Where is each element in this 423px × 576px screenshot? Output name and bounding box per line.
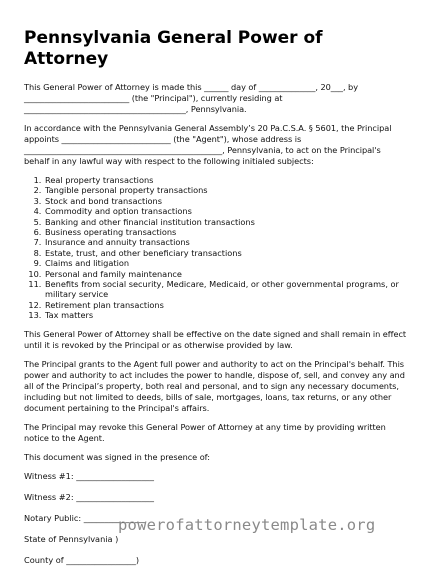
list-item: 2. Tangible personal property transactions bbox=[44, 185, 408, 195]
witness-1-line: Witness #1: ___________________ bbox=[24, 470, 154, 481]
county-line: County of _________________) bbox=[24, 554, 140, 565]
list-item: 6. Business operating transactions bbox=[44, 227, 408, 237]
list-item: 5. Banking and other financial institution transactions bbox=[44, 217, 408, 227]
list-item: 3. Stock and bond transactions bbox=[44, 196, 408, 206]
list-item: 4. Commodity and option transactions bbox=[44, 206, 408, 216]
subjects-list bbox=[24, 175, 408, 321]
document-page bbox=[24, 28, 408, 576]
document-title: Pennsylvania General Power of Attorney bbox=[24, 28, 323, 69]
list-item: 8. Estate, trust, and other beneficiary transactions bbox=[44, 248, 408, 258]
list-item: 1. Real property transactions bbox=[44, 175, 408, 185]
intro-paragraph: This General Power of Attorney is made this ______ day of ______________, 20___, by __________________________ (the "Principal"), currently residing at ________________________________________, Pennsylvania. bbox=[24, 82, 358, 114]
watermark-text: powerofattorneytemplate.org bbox=[118, 516, 376, 534]
list-item: 11. Benefits from social security, Medicare, Medicaid, or other governmental programs, or military service bbox=[44, 279, 408, 300]
list-item: 7. Insurance and annuity transactions bbox=[44, 237, 408, 247]
signed-presence-text: This document was signed in the presence of: bbox=[24, 451, 210, 462]
witness-2-line: Witness #2: ___________________ bbox=[24, 491, 154, 502]
accordance-paragraph: In accordance with the Pennsylvania General Assembly’s 20 Pa.C.S.A. § 5601, the Principal appoints ___________________________ (the "Agent"), whose address is _________________________________________________, Pennsylvania, to act on the Principal's behalf in any lawful way with respect to the following initialed subjects: bbox=[24, 123, 392, 166]
revoke-paragraph: The Principal may revoke this General Power of Attorney at any time by providing written notice to the Agent. bbox=[24, 421, 386, 443]
state-line: State of Pennsylvania ) bbox=[24, 533, 119, 544]
grants-paragraph: The Principal grants to the Agent full power and authority to act on the Principal's behalf. This power and authority to act includes the power to handle, dispose of, sell, and convey any and all of the Principal’s property, both real and personal, and to sign any necessary documents, including but not limited to deeds, bills of sale, mortgages, loans, tax returns, or any other document pertaining to the Principal's affairs. bbox=[24, 358, 405, 413]
list-item: 12. Retirement plan transactions bbox=[44, 300, 408, 310]
effective-paragraph: This General Power of Attorney shall be effective on the date signed and shall remain in effect until it is revoked by the Principal or as otherwise provided by law. bbox=[24, 328, 407, 350]
list-item: 10. Personal and family maintenance bbox=[44, 269, 408, 279]
notary-public-line: Notary Public: _______________ bbox=[24, 512, 146, 523]
list-item: 9. Claims and litigation bbox=[44, 258, 408, 268]
list-item: 13. Tax matters bbox=[44, 310, 408, 320]
